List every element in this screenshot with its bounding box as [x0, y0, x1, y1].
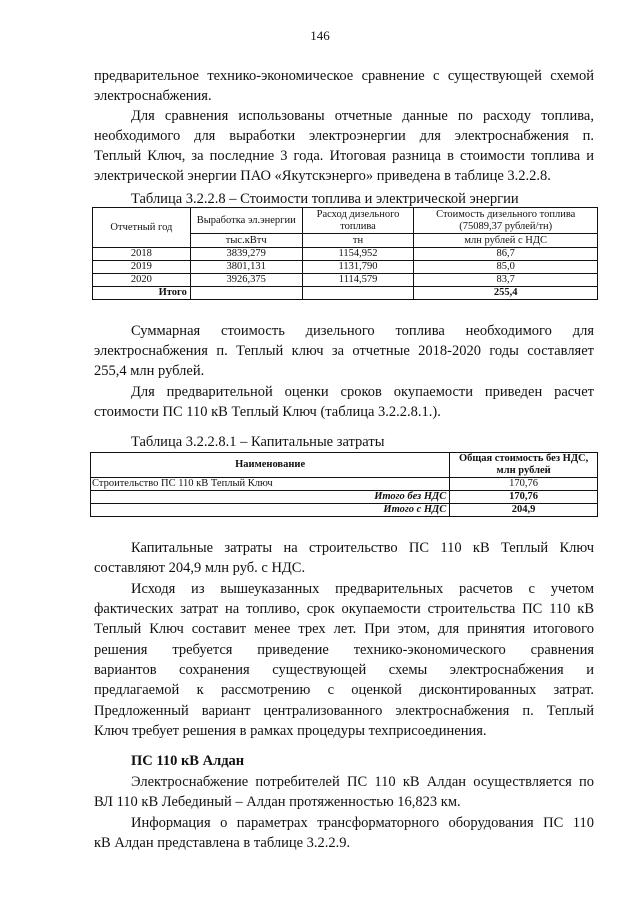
unit-cell: тыс.кВтч	[190, 234, 302, 248]
text-line: Для сравнения использованы отчетные данные по расходу топлива,	[131, 108, 594, 124]
table-row	[93, 261, 598, 274]
total-label: Итого без НДС	[91, 491, 450, 504]
total-row	[93, 287, 598, 300]
year-cell: 2020	[93, 274, 191, 287]
value-cell: 1131,790	[302, 261, 414, 274]
text-line: Ключ требует решения в рамках процедуры техприсоединения.	[94, 723, 487, 739]
empty-cell	[302, 287, 414, 300]
section-heading: ПС 110 кВ Алдан	[131, 753, 245, 769]
name-cell: Строительство ПС 110 кВ Теплый Ключ	[91, 478, 450, 491]
text-line: предварительное технико-экономическое сравнение с существующей схемой	[94, 68, 594, 84]
value-cell: 3926,375	[190, 274, 302, 287]
total-value: 204,9	[450, 504, 598, 517]
text-line: Для предварительной оценки сроков окупаемости приведен расчет	[131, 384, 594, 400]
value-cell: 86,7	[414, 248, 598, 261]
total-label: Итого с НДС	[91, 504, 450, 517]
text-line: фактических затрат на топливо, срок окупаемости строительства ПС 110 кВ	[94, 601, 594, 617]
text-line: 255,4 млн рублей.	[94, 363, 205, 379]
table-caption: Таблица 3.2.2.8.1 – Капитальные затраты	[131, 434, 385, 450]
col-header: Выработка эл.энергии	[190, 208, 302, 234]
text-line: решения требуется приведение технико-экономического сравнения	[94, 642, 594, 658]
table-caption: Таблица 3.2.2.8 – Стоимости топлива и электрической энергии	[131, 191, 519, 207]
value-cell: 1154,952	[302, 248, 414, 261]
unit-cell: млн рублей с НДС	[414, 234, 598, 248]
total-label: Итого	[93, 287, 191, 300]
text-line: Суммарная стоимость дизельного топлива необходимого для	[131, 323, 594, 339]
col-header: Наименование	[91, 453, 450, 478]
table-row	[93, 248, 598, 261]
value-cell: 170,76	[450, 478, 598, 491]
value-cell: 83,7	[414, 274, 598, 287]
fuel-cost-table	[92, 207, 598, 300]
empty-cell	[190, 287, 302, 300]
table-row	[93, 274, 598, 287]
text-line: предлагаемой к рассмотрению с оценкой дисконтированных затрат.	[94, 682, 594, 698]
col-header: Общая стоимость без НДС, млн рублей	[450, 453, 598, 478]
text-line: электрической энергии ПАО «Якутскэнерго» приведена в таблице 3.2.2.8.	[94, 168, 551, 184]
text-line: Электроснабжение потребителей ПС 110 кВ Алдан осуществляется по	[131, 774, 594, 790]
value-cell: 3801,131	[190, 261, 302, 274]
text-line: Капитальные затраты на строительство ПС 110 кВ Теплый Ключ	[131, 540, 594, 556]
text-line: Теплый Ключ, за последние 3 года. Итоговая разница в стоимости топлива и	[94, 148, 594, 164]
value-cell: 85,0	[414, 261, 598, 274]
text-line: Информация о параметрах трансформаторного оборудования ПС 110	[131, 815, 594, 831]
col-header: Расход дизельного топлива	[302, 208, 414, 234]
table-row	[91, 478, 598, 491]
text-line: электроснабжения п. Теплый ключ за отчетные 2018-2020 годы составляет	[94, 343, 594, 359]
text-line: кВ Алдан представлена в таблице 3.2.2.9.	[94, 835, 351, 851]
text-line: электроснабжения.	[94, 88, 212, 104]
text-line: необходимого для выработки электроэнергии для электроснабжения п.	[94, 128, 594, 144]
total-row	[91, 504, 598, 517]
col-header: Стоимость дизельного топлива (75089,37 рублей/тн)	[414, 208, 598, 234]
year-cell: 2019	[93, 261, 191, 274]
col-header: Отчетный год	[93, 208, 191, 248]
value-cell: 1114,579	[302, 274, 414, 287]
text-line: Предложенный вариант централизованного электроснабжения п. Теплый	[94, 703, 594, 719]
year-cell: 2018	[93, 248, 191, 261]
unit-cell: тн	[302, 234, 414, 248]
page-number: 146	[310, 28, 330, 43]
text-line: составляют 204,9 млн руб. с НДС.	[94, 560, 306, 576]
total-row	[91, 491, 598, 504]
text-line: стоимости ПС 110 кВ Теплый Ключ (таблица 3.2.2.8.1.).	[94, 404, 441, 420]
text-line: вариантов сохранения существующей схемы электроснабжения и	[94, 662, 594, 678]
total-value: 170,76	[450, 491, 598, 504]
text-line: Исходя из вышеуказанных предварительных расчетов с учетом	[131, 581, 594, 597]
capital-costs-table	[90, 452, 598, 517]
value-cell: 3839,279	[190, 248, 302, 261]
total-value: 255,4	[414, 287, 598, 300]
text-line: ВЛ 110 кВ Лебединый – Алдан протяженностью 16,823 км.	[94, 794, 461, 810]
text-line: Теплый Ключ составит менее трех лет. При этом, для принятия итогового	[94, 621, 594, 637]
